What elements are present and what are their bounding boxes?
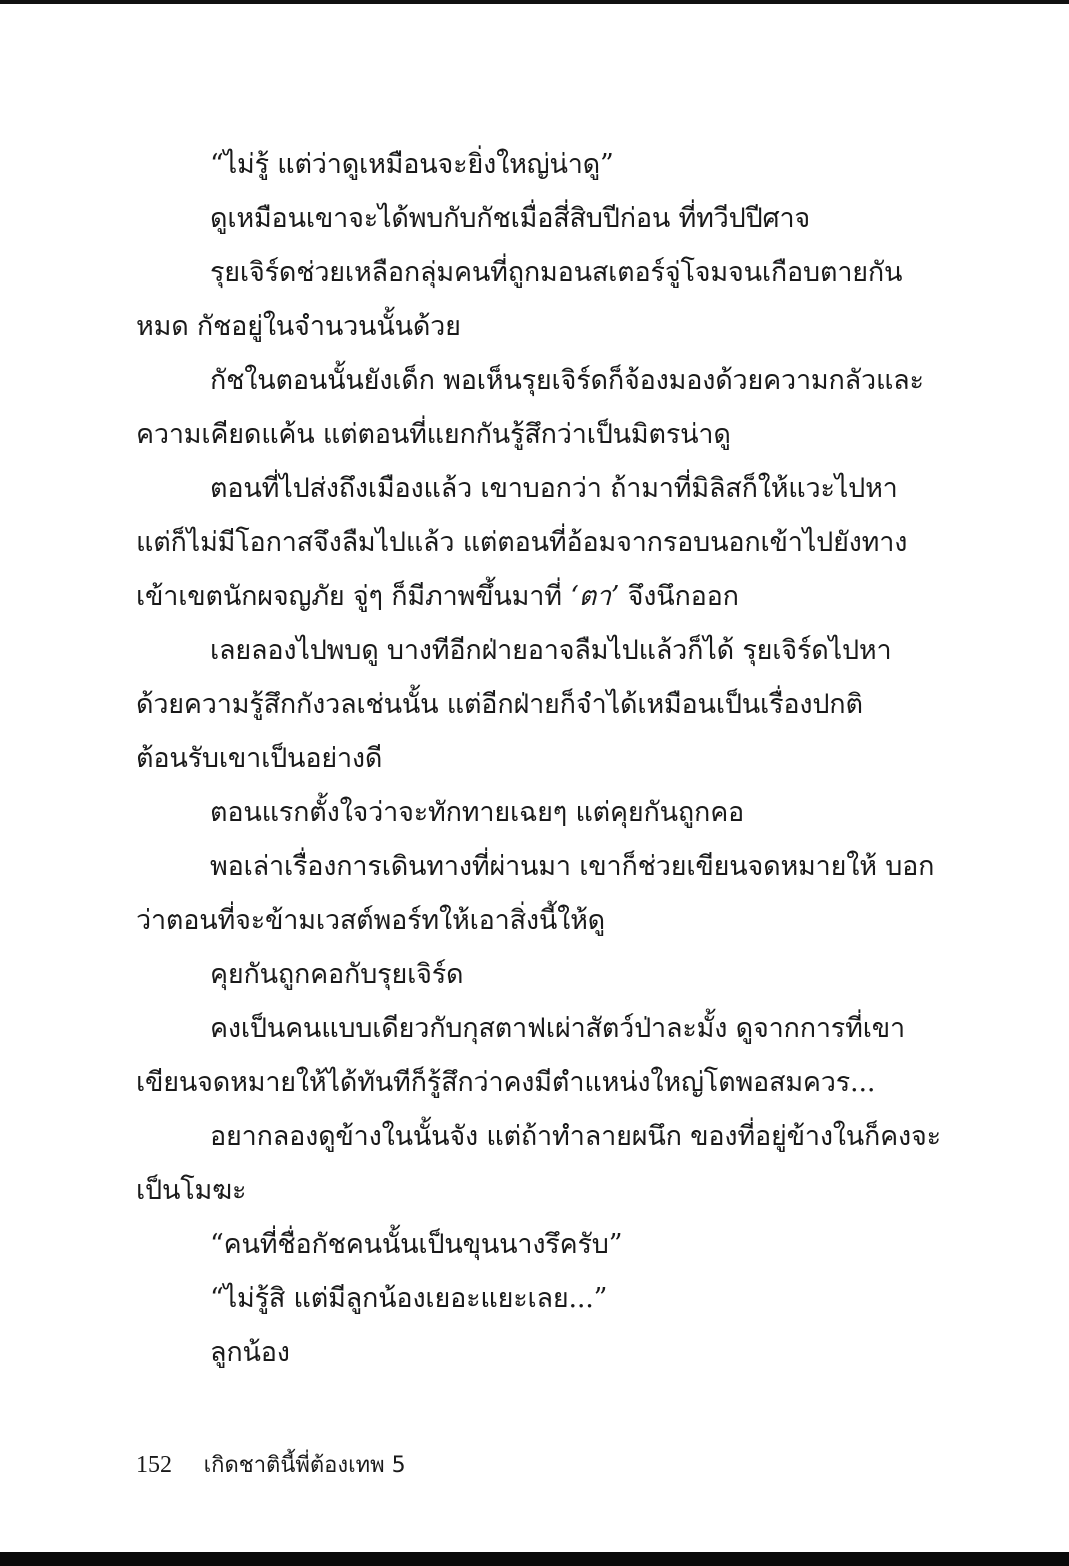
paragraph-line: พอเล่าเรื่องการเดินทางที่ผ่านมา เขาก็ช่วยเขียนจดหมายให้ บอก xyxy=(210,851,935,882)
paragraph-line: “ไม่รู้สิ แต่มีลูกน้องเยอะแยะเลย...” xyxy=(210,1283,608,1314)
top-border xyxy=(0,0,1069,4)
paragraph-line: อยากลองดูข้างในนั้นจัง แต่ถ้าทำลายผนึก ของที่อยู่ข้างในก็คงจะ xyxy=(210,1121,941,1152)
paragraph-line: ต้อนรับเขาเป็นอย่างดี xyxy=(136,743,383,774)
paragraph-line: เป็นโมฆะ xyxy=(136,1175,247,1206)
paragraph-line: ลูกน้อง xyxy=(210,1337,290,1368)
paragraph-line: เลยลองไปพบดู บางทีอีกฝ่ายอาจลืมไปแล้วก็ได้ รุยเจิร์ดไปหา xyxy=(210,635,892,666)
paragraph-line: ว่าตอนที่จะข้ามเวสต์พอร์ทให้เอาสิ่งนี้ให้ดู xyxy=(136,905,606,936)
paragraph-line: เขียนจดหมายให้ได้ทันทีก็รู้สึกว่าคงมีตำแหน่งใหญ่โตพอสมควร... xyxy=(136,1067,876,1098)
paragraph-line: ตอนแรกตั้งใจว่าจะทักทายเฉยๆ แต่คุยกันถูกคอ xyxy=(210,797,745,828)
bottom-border xyxy=(0,1552,1069,1566)
paragraph-line: คุยกันถูกคอกับรุยเจิร์ด xyxy=(210,959,464,990)
paragraph-line: ตอนที่ไปส่งถึงเมืองแล้ว เขาบอกว่า ถ้ามาที่มิลิสก็ให้แวะไปหา xyxy=(210,473,898,504)
paragraph-line: “คนที่ชื่อกัชคนนั้นเป็นขุนนางรึครับ” xyxy=(210,1229,623,1260)
paragraph-line: คงเป็นคนแบบเดียวกับกุสตาฟเผ่าสัตว์ป่าละมั้ง ดูจากการที่เขา xyxy=(210,1013,905,1044)
paragraph-line: รุยเจิร์ดช่วยเหลือกลุ่มคนที่ถูกมอนสเตอร์จู่โจมจนเกือบตายกัน xyxy=(210,257,903,288)
paragraph-line: หมด กัชอยู่ในจำนวนนั้นด้วย xyxy=(136,311,461,342)
page-number: 152 xyxy=(136,1452,172,1478)
emphasis-text: ‘ตา’ xyxy=(570,581,620,612)
paragraph-line: ด้วยความรู้สึกกังวลเช่นนั้น แต่อีกฝ่ายก็จำได้เหมือนเป็นเรื่องปกติ xyxy=(136,689,863,720)
line-text: เข้าเขตนักผจญภัย จู่ๆ ก็มีภาพขึ้นมาที่ xyxy=(136,581,562,612)
body-text xyxy=(136,138,941,1380)
page-footer xyxy=(136,1446,406,1482)
paragraph-line xyxy=(136,570,876,624)
paragraph-line: แต่ก็ไม่มีโอกาสจึงลืมไปแล้ว แต่ตอนที่อ้อมจากรอบนอกเข้าไปยังทาง xyxy=(136,527,908,558)
book-title: เกิดชาตินี้พี่ต้องเทพ 5 xyxy=(203,1453,406,1478)
paragraph-line: “ไม่รู้ แต่ว่าดูเหมือนจะยิ่งใหญ่น่าดู” xyxy=(210,149,614,180)
paragraph-line: กัชในตอนนั้นยังเด็ก พอเห็นรุยเจิร์ดก็จ้องมองด้วยความกลัวและ xyxy=(210,365,924,396)
paragraph-line: ความเคียดแค้น แต่ตอนที่แยกกันรู้สึกว่าเป็นมิตรน่าดู xyxy=(136,419,731,450)
paragraph-line: ดูเหมือนเขาจะได้พบกับกัชเมื่อสี่สิบปีก่อน ที่ทวีปปีศาจ xyxy=(210,203,811,234)
line-text: จึงนึกออก xyxy=(619,581,739,612)
